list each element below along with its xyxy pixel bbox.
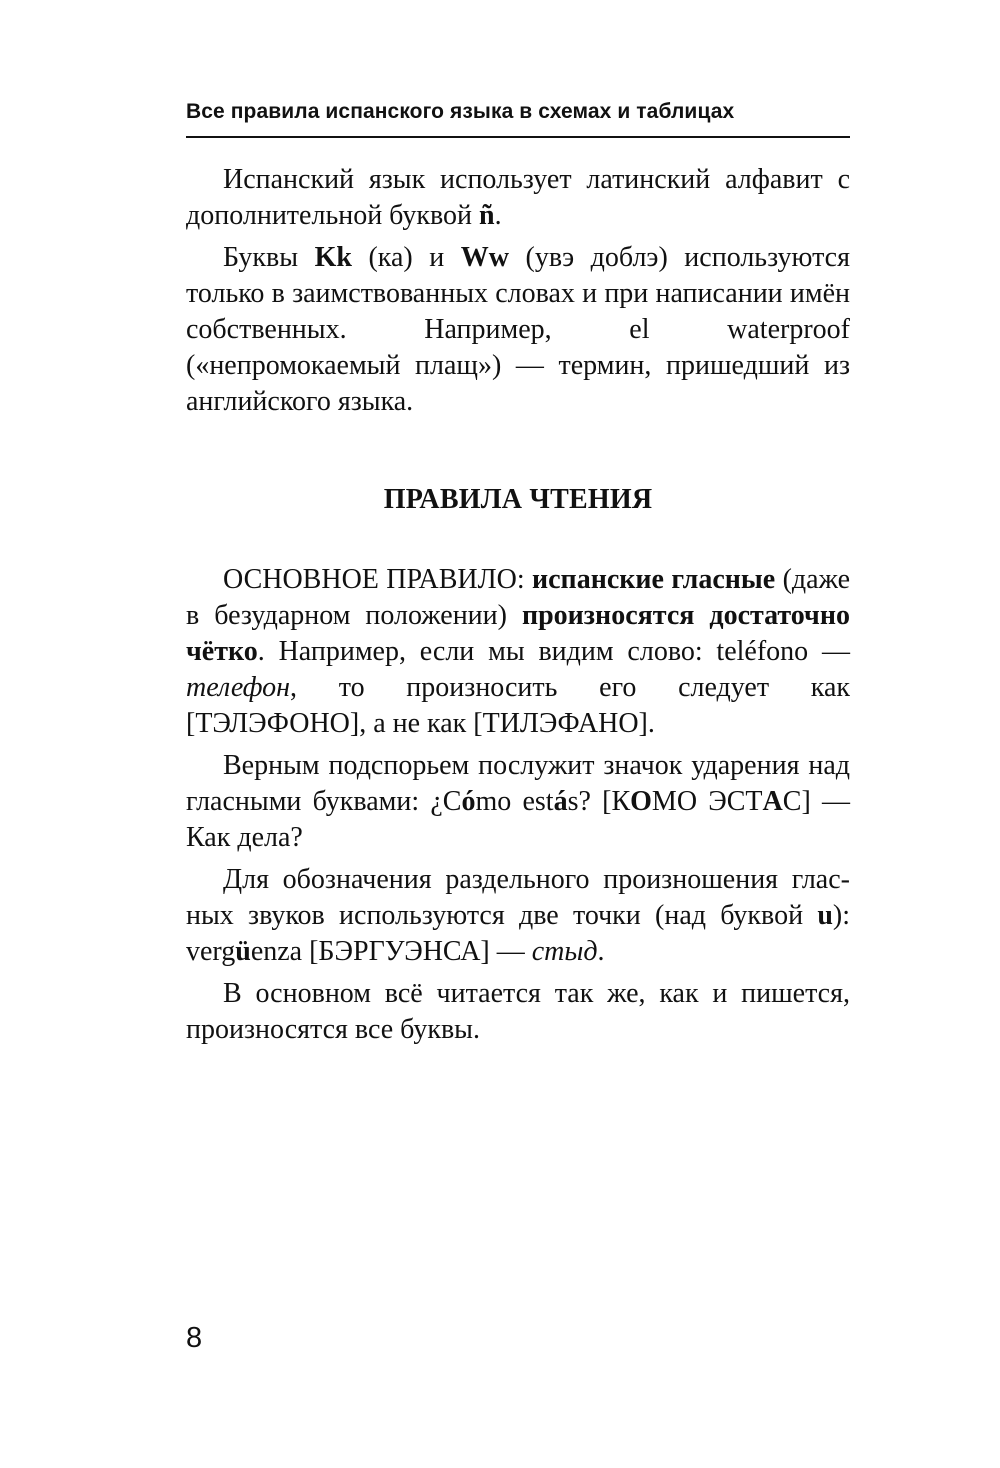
- text: С] — Как дела?: [186, 786, 850, 853]
- text: (увэ доблэ) используются только в заимствованных словах и при написании имён собственных. Например, el waterproof («непромокаемый плащ») — термин, пришедший из английского языка.: [186, 242, 850, 417]
- text: Буквы: [223, 242, 315, 273]
- text: enza [БЭРГУЭНСА] —: [250, 936, 532, 967]
- text: .: [597, 936, 605, 967]
- intro-paragraph-alphabet: [186, 162, 850, 234]
- text: .: [494, 200, 502, 231]
- text: Для обозначения раздельного произношения гласных звуков используются две точки (над буквой: [186, 864, 850, 931]
- stressed-letter: О: [630, 786, 652, 817]
- rule-paragraph-main: [186, 562, 850, 742]
- running-header: Все правила испанского языка в схемах и таблицах: [186, 100, 735, 123]
- page-number: 8: [186, 1322, 203, 1354]
- letter-kk: Kk: [314, 242, 352, 273]
- bold-phrase: испанские гласные: [532, 564, 776, 595]
- stressed-letter: á: [553, 786, 568, 817]
- italic-translation: телефон: [186, 672, 290, 703]
- text: (ка) и: [351, 242, 461, 273]
- bold-letter: u: [817, 900, 833, 931]
- text: . Например, если мы видим слово: teléfono —: [257, 636, 850, 667]
- letter-n-tilde: ñ: [478, 200, 495, 231]
- page-content: [186, 162, 850, 1054]
- text: s? [К: [567, 786, 631, 817]
- bold-phrase: произносятся достаточно чётко: [186, 600, 850, 667]
- stressed-letter: А: [762, 786, 783, 817]
- stressed-letter: ó: [461, 786, 476, 817]
- text: (даже в безударном положении): [186, 564, 850, 631]
- section-title: ПРАВИЛА ЧТЕНИЯ: [383, 484, 653, 515]
- rule-paragraph-general: В основном всё читается так же, как и пишется, произносятся все буквы.: [186, 978, 850, 1045]
- text: ): verg: [186, 900, 850, 967]
- letter-ww: Ww: [460, 242, 510, 273]
- text: Испанский язык использует латинский алфавит с дополнительной буквой: [186, 164, 850, 231]
- text: Верным подспорьем послужит значок ударения над гласными буквами: ¿C: [186, 750, 850, 817]
- header-rule: [186, 136, 850, 138]
- rule-paragraph-diaeresis: [186, 862, 850, 970]
- rule-paragraph-accent: [186, 748, 850, 856]
- intro-paragraph-kw-letters: [186, 240, 850, 420]
- text: МО ЭСТ: [651, 786, 763, 817]
- text: mo est: [475, 786, 554, 817]
- text: ОСНОВНОЕ ПРАВИЛО:: [223, 564, 532, 595]
- italic-translation: стыд: [531, 936, 598, 967]
- text: , то произносить его следует как [ТЭЛЭФОНО], а не как [ТИЛЭФАНО].: [186, 672, 850, 739]
- bold-letter: ü: [235, 936, 251, 967]
